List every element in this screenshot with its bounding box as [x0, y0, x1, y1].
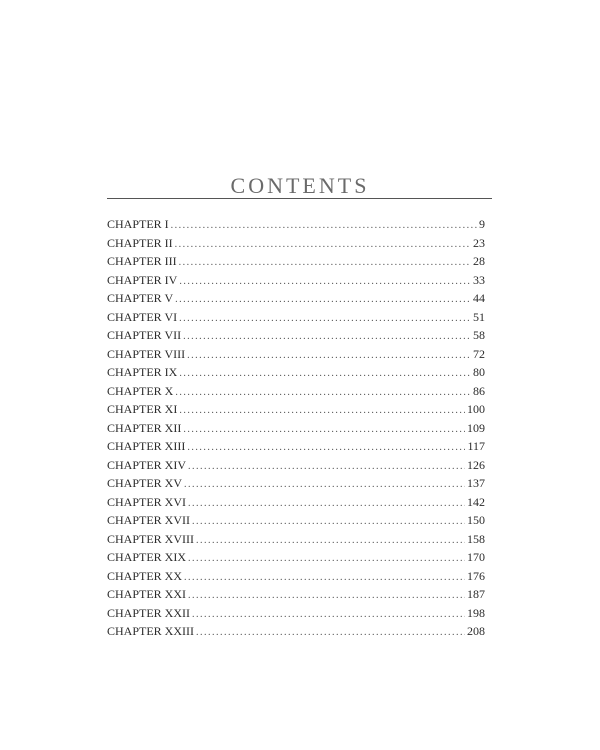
toc-leader-dots [179, 254, 471, 273]
toc-entry [107, 567, 485, 586]
toc-entry-page-number: 158 [467, 531, 485, 546]
toc-entry-label: CHAPTER XIV [107, 457, 187, 472]
toc-leader-dots [188, 587, 465, 606]
title-divider [107, 198, 492, 199]
page-title: CONTENTS [230, 172, 370, 198]
toc-leader-dots [171, 217, 477, 236]
toc-entry [107, 530, 485, 549]
toc-entry-page-number: 137 [467, 476, 485, 490]
toc-entry-page-number: 142 [467, 494, 485, 509]
toc-entry-label: CHAPTER XI [107, 402, 178, 416]
toc-leader-dots [188, 458, 465, 477]
toc-entry [107, 271, 485, 290]
toc-entry-label: CHAPTER XVIII [107, 531, 194, 546]
toc-entry-page-number: 208 [467, 624, 485, 638]
toc-leader-dots [179, 273, 471, 292]
toc-entry-label: CHAPTER XXIII [107, 624, 194, 638]
toc-entry-label: CHAPTER III [107, 254, 177, 268]
toc-entry [107, 437, 485, 456]
toc-entry-label: CHAPTER XII [107, 420, 182, 435]
toc-entry [107, 585, 485, 604]
toc-entry-page-number: 28 [473, 254, 485, 268]
toc-leader-dots [175, 291, 471, 310]
toc-entry-label: CHAPTER V [107, 291, 174, 305]
toc-entry-page-number: 187 [467, 587, 485, 601]
toc-entry [107, 622, 485, 641]
toc-entry-page-number: 33 [473, 272, 485, 287]
toc-entry [107, 493, 485, 512]
toc-entry [107, 363, 485, 382]
toc-entry [107, 456, 485, 475]
toc-leader-dots [175, 236, 471, 255]
toc-entry-label: CHAPTER II [107, 235, 173, 250]
toc-leader-dots [192, 606, 465, 625]
toc-entry-page-number: 117 [467, 439, 485, 453]
toc-entry [107, 215, 485, 234]
toc-entry [107, 326, 485, 345]
toc-entry-label: CHAPTER XX [107, 568, 183, 583]
toc-leader-dots [196, 624, 465, 643]
toc-leader-dots [192, 513, 465, 532]
table-of-contents [107, 215, 485, 641]
toc-entry-label: CHAPTER XIX [107, 550, 187, 564]
toc-entry-label: CHAPTER I [107, 217, 169, 231]
toc-entry [107, 548, 485, 567]
toc-entry-label: CHAPTER XVII [107, 513, 190, 527]
toc-leader-dots [184, 569, 465, 588]
toc-leader-dots [175, 384, 471, 403]
toc-entry [107, 511, 485, 530]
toc-leader-dots [179, 310, 471, 329]
toc-entry-label: CHAPTER XVI [107, 494, 187, 509]
toc-entry-label: CHAPTER IV [107, 272, 178, 287]
toc-entry-label: CHAPTER XXI [107, 587, 187, 601]
toc-entry-page-number: 150 [467, 513, 485, 527]
toc-entry-page-number: 51 [473, 309, 485, 324]
toc-entry-page-number: 198 [467, 605, 485, 620]
toc-entry-label: CHAPTER VIII [107, 346, 186, 361]
toc-entry-page-number: 44 [473, 291, 485, 305]
toc-entry [107, 345, 485, 364]
toc-entry-page-number: 58 [473, 328, 485, 342]
toc-entry-label: CHAPTER XIII [107, 439, 186, 453]
toc-entry-page-number: 72 [473, 346, 485, 361]
toc-leader-dots [196, 532, 465, 551]
toc-entry-page-number: 9 [479, 217, 485, 231]
toc-entry-label: CHAPTER XXII [107, 605, 190, 620]
toc-entry [107, 419, 485, 438]
toc-leader-dots [184, 476, 465, 495]
toc-entry-label: CHAPTER XV [107, 476, 183, 490]
toc-entry [107, 604, 485, 623]
toc-entry-page-number: 23 [473, 235, 485, 250]
toc-entry [107, 234, 485, 253]
toc-leader-dots [187, 347, 471, 366]
toc-entry-page-number: 170 [467, 550, 485, 564]
toc-entry-label: CHAPTER VI [107, 309, 178, 324]
toc-entry-label: CHAPTER IX [107, 365, 178, 379]
toc-leader-dots [179, 365, 471, 384]
toc-entry-page-number: 86 [473, 383, 485, 398]
toc-entry [107, 382, 485, 401]
toc-leader-dots [188, 550, 465, 569]
toc-leader-dots [183, 328, 471, 347]
toc-entry [107, 252, 485, 271]
toc-leader-dots [179, 402, 465, 421]
toc-leader-dots [183, 421, 465, 440]
toc-entry [107, 400, 485, 419]
toc-entry-label: CHAPTER VII [107, 328, 182, 342]
toc-entry-page-number: 100 [467, 402, 485, 416]
toc-leader-dots [187, 439, 465, 458]
toc-entry-page-number: 126 [467, 457, 485, 472]
toc-entry [107, 308, 485, 327]
toc-entry [107, 474, 485, 493]
toc-entry-page-number: 109 [467, 420, 485, 435]
toc-entry [107, 289, 485, 308]
toc-entry-page-number: 176 [467, 568, 485, 583]
toc-leader-dots [188, 495, 465, 514]
toc-entry-page-number: 80 [473, 365, 485, 379]
toc-entry-label: CHAPTER X [107, 383, 174, 398]
